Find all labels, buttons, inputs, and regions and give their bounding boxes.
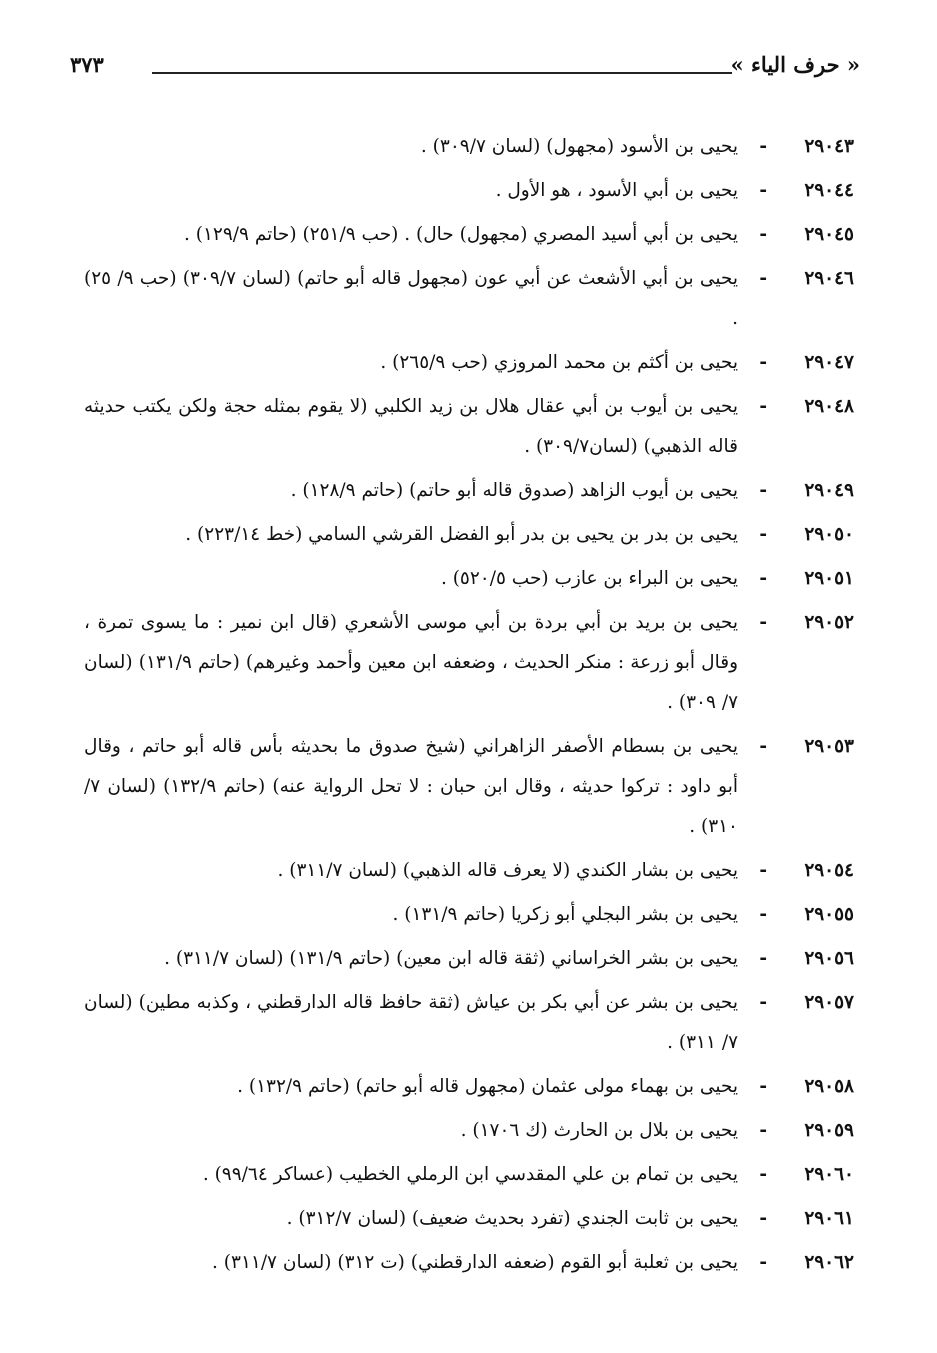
entry-text: يحيى بن أيوب الزاهد (صدوق قاله أبو حاتم) (حاتم ١٢٨/٩) . [290,480,738,501]
entry-29058 [84,1067,854,1107]
entry-text: يحيى بن بريد بن أبي بردة بن أبي موسى الأشعري (قال ابن نمير : ما يسوى تمرة ، وقال أبو زرعة : منكر الحديث ، وضعفه ابن معين وأحمد وغيرهم) (حاتم ١٣١/٩) (لسان ٧/ ٣٠٩) . [84,612,739,713]
entry-number: ٢٩٠٤٩ [804,480,854,501]
entry-text: يحيى بن الأسود (مجهول) (لسان ٣٠٩/٧) . [420,136,738,157]
entry-29052 [84,603,854,723]
entry-number: ٢٩٠٥١ [804,568,854,589]
entry-text: يحيى بن بشار الكندي (لا يعرف قاله الذهبي) (لسان ٣١١/٧) . [277,860,738,881]
entry-text: يحيى بن بلال بن الحارث (ك ١٧٠٦) . [460,1120,738,1141]
entry-text: يحيى بن أكثم بن محمد المروزي (حب ٢٦٥/٩) . [380,352,738,373]
entry-text: يحيى بن البراء بن عازب (حب ٥٢٠/٥) . [440,568,738,589]
entry-29046 [84,259,854,339]
entry-dash: - [759,904,767,925]
entry-29044 [84,171,854,211]
entry-29045 [84,215,854,255]
entry-text: يحيى بن تمام بن علي المقدسي ابن الرملي الخطيب (عساكر ٩٩/٦٤) . [202,1164,738,1185]
entry-dash: - [759,948,767,969]
entry-dash: - [759,612,767,633]
entry-text: يحيى بن بشر الخراساني (ثقة قاله ابن معين) (حاتم ١٣١/٩) (لسان ٣١١/٧) . [164,948,738,969]
entry-number: ٢٩٠٤٨ [804,396,854,417]
entry-dash: - [759,736,767,757]
entry-number: ٢٩٠٤٤ [804,180,854,201]
entry-number: ٢٩٠٥٢ [804,612,854,633]
entry-dash: - [759,1076,767,1097]
entry-29054 [84,851,854,891]
entry-number: ٢٩٠٥٩ [804,1120,854,1141]
entry-29056 [84,939,854,979]
entry-text: يحيى بن بهماء مولى عثمان (مجهول قاله أبو حاتم) (حاتم ١٣٢/٩) . [237,1076,738,1097]
entry-dash: - [759,1208,767,1229]
entry-number: ٢٩٠٤٧ [804,352,854,373]
entry-number: ٢٩٠٥٤ [804,860,854,881]
entry-text: يحيى بن أبي الأسود ، هو الأول . [495,180,738,201]
entry-number: ٢٩٠٦٢ [804,1252,854,1273]
entry-29051 [84,559,854,599]
entry-dash: - [759,224,767,245]
entry-dash: - [759,1164,767,1185]
header-rule [152,72,732,74]
entry-list [84,127,854,1287]
entry-29043 [84,127,854,167]
entry-number: ٢٩٠٥٠ [804,524,854,545]
entry-text: يحيى بن بشر عن أبي بكر بن عياش (ثقة حافظ قاله الدارقطني ، وكذبه مطين) (لسان ٧/ ٣١١) . [84,992,738,1053]
page-number: ٣٧٣ [70,52,104,77]
entry-dash: - [759,180,767,201]
entry-dash: - [759,268,767,289]
entry-number: ٢٩٠٤٦ [804,268,854,289]
entry-29053 [84,727,854,847]
entry-dash: - [759,352,767,373]
entry-number: ٢٩٠٥٧ [804,992,854,1013]
entry-text: يحيى بن بسطام الأصفر الزاهراني (شيخ صدوق ما بحديثه بأس قاله أبو حاتم ، وقال أبو داود : تركوا حديثه ، وقال ابن حبان : لا تحل الرواية عنه) (حاتم ١٣٢/٩) (لسان ٧/ ٣١٠) . [84,736,738,837]
entry-text: يحيى بن أبي الأشعث عن أبي عون (مجهول قاله أبو حاتم) (لسان ٣٠٩/٧) (حب ٩/ ٢٥) . [84,268,738,329]
entry-29060 [84,1155,854,1195]
entry-number: ٢٩٠٦١ [804,1208,854,1229]
entry-number: ٢٩٠٤٣ [804,136,854,157]
entry-29059 [84,1111,854,1151]
entry-number: ٢٩٠٥٨ [804,1076,854,1097]
entry-number: ٢٩٠٤٥ [804,224,854,245]
entry-29047 [84,343,854,383]
entry-dash: - [759,136,767,157]
entry-text: يحيى بن بدر بن يحيى بن بدر أبو الفضل القرشي السامي (خط ٢٢٣/١٤) . [185,524,738,545]
entry-29049 [84,471,854,511]
page-header [70,52,860,96]
entry-29055 [84,895,854,935]
entry-number: ٢٩٠٥٦ [804,948,854,969]
entry-dash: - [759,396,767,417]
entry-29057 [84,983,854,1063]
entry-text: يحيى بن ثابت الجندي (تفرد بحديث ضعيف) (لسان ٣١٢/٧) . [286,1208,738,1229]
entry-dash: - [759,992,767,1013]
entry-dash: - [759,1252,767,1273]
entry-number: ٢٩٠٦٠ [804,1164,854,1185]
entry-text: يحيى بن ثعلبة أبو القوم (ضعفه الدارقطني) (ت ٣١٢) (لسان ٣١١/٧) . [212,1252,738,1273]
chapter-title: « حرف الياء » [730,52,860,77]
entry-number: ٢٩٠٥٣ [804,736,854,757]
entry-dash: - [759,860,767,881]
entry-text: يحيى بن أبي أسيد المصري (مجهول) حال) . (حب ٢٥١/٩) (حاتم ١٢٩/٩) . [183,224,738,245]
entry-dash: - [759,1120,767,1141]
entry-29050 [84,515,854,555]
entry-number: ٢٩٠٥٥ [804,904,854,925]
entry-dash: - [759,524,767,545]
entry-29048 [84,387,854,467]
entry-text: يحيى بن بشر البجلي أبو زكريا (حاتم ١٣١/٩) . [392,904,738,925]
entry-29061 [84,1199,854,1239]
entry-dash: - [759,568,767,589]
entry-text: يحيى بن أيوب بن أبي عقال هلال بن زيد الكلبي (لا يقوم بمثله حجة ولكن يكتب حديثه قاله الذهبي) (لسان٣٠٩/٧) . [84,396,738,457]
entry-29062 [84,1243,854,1283]
entry-dash: - [759,480,767,501]
